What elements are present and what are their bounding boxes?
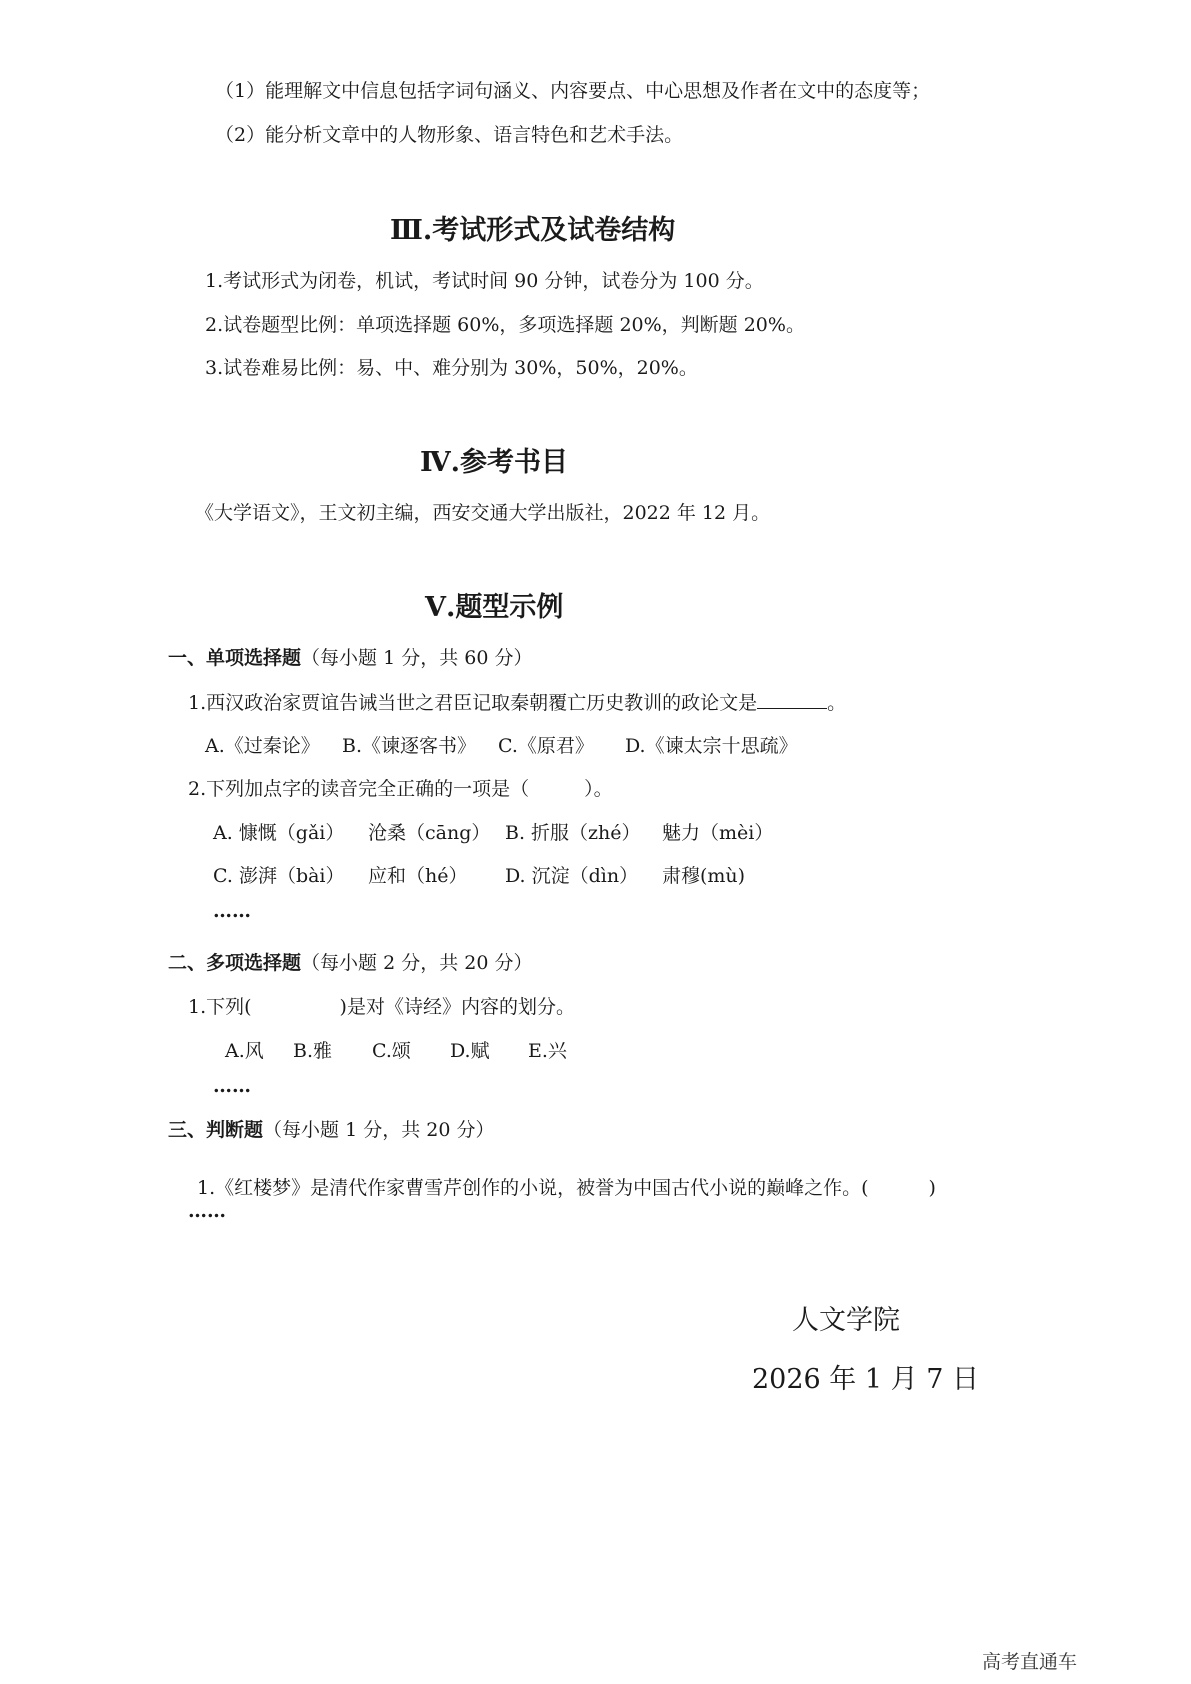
option-b: B.雅 bbox=[293, 1040, 333, 1062]
section-3-title: Ⅲ.考试形式及试卷结构 bbox=[390, 215, 676, 246]
part-3-prefix: 三、 bbox=[168, 1119, 207, 1141]
part-3-note: （每小题 1 分，共 20 分） bbox=[263, 1119, 495, 1141]
signature-date: 2026 年 1 月 7 日 bbox=[752, 1364, 979, 1395]
part-1-note: （每小题 1 分，共 60 分） bbox=[301, 647, 533, 669]
question-end: )是对《诗经》内容的划分。 bbox=[339, 996, 575, 1018]
part-2-question-1 bbox=[188, 992, 575, 1019]
option-row1-b: B. 折服（zhé） bbox=[505, 822, 641, 844]
option-c: C.《原君》 bbox=[498, 735, 594, 757]
part-3-label: 判断题 bbox=[206, 1119, 264, 1141]
question-text: 1.下列( bbox=[188, 996, 252, 1018]
part-2-heading bbox=[168, 948, 532, 975]
part-3-ellipsis: …… bbox=[188, 1200, 226, 1222]
section-3-item-2: 2.试卷题型比例：单项选择题 60%，多项选择题 20%，判断题 20%。 bbox=[205, 314, 805, 336]
part-1-question-2 bbox=[188, 774, 613, 801]
part-1-heading bbox=[168, 643, 532, 670]
part-1-question-1 bbox=[188, 688, 846, 715]
answer-blank bbox=[757, 690, 827, 709]
option-e: E.兴 bbox=[528, 1040, 567, 1062]
question-text: 1.《红楼梦》是清代作家曹雪芹创作的小说，被誉为中国古代小说的巅峰之作。( bbox=[197, 1177, 869, 1199]
option-d: D.《谏太宗十思疏》 bbox=[625, 735, 798, 757]
option-a: A.风 bbox=[225, 1040, 264, 1062]
part-2-note: （每小题 2 分，共 20 分） bbox=[301, 952, 533, 974]
part-1-label: 单项选择题 bbox=[206, 647, 302, 669]
objective-item-1: （1）能理解文中信息包括字词句涵义、内容要点、中心思想及作者在文中的态度等； bbox=[215, 80, 931, 102]
option-row1-b2: 魅力（mèi） bbox=[662, 822, 774, 844]
part-2-prefix: 二、 bbox=[168, 952, 207, 974]
signature-org: 人文学院 bbox=[792, 1305, 900, 1336]
option-d: D.赋 bbox=[450, 1040, 490, 1062]
question-text: 2.下列加点字的读音完全正确的一项是（ bbox=[188, 778, 530, 800]
part-1-prefix: 一、 bbox=[168, 647, 207, 669]
part-1-ellipsis: …… bbox=[213, 900, 251, 922]
option-row2-d: D. 沉淀（dìn） bbox=[505, 865, 639, 887]
part-3-question-1 bbox=[197, 1173, 936, 1200]
question-text: 1.西汉政治家贾谊告诫当世之君臣记取秦朝覆亡历史教训的政论文是 bbox=[188, 692, 758, 714]
section-4-title: Ⅳ.参考书目 bbox=[420, 447, 569, 478]
option-row2-c2: 应和（hé） bbox=[368, 865, 468, 887]
part-2-label: 多项选择题 bbox=[206, 952, 302, 974]
option-row2-d2: 肃穆(mù) bbox=[662, 865, 746, 887]
question-end: ）。 bbox=[584, 778, 613, 800]
option-row1-a2: 沧桑（cāng） bbox=[368, 822, 491, 844]
section-5-title: Ⅴ.题型示例 bbox=[425, 592, 564, 623]
option-a: A.《过秦论》 bbox=[205, 735, 320, 757]
option-c: C.颂 bbox=[372, 1040, 411, 1062]
section-3-item-3: 3.试卷难易比例：易、中、难分别为 30%，50%，20%。 bbox=[205, 357, 698, 379]
option-row2-c: C. 澎湃（bài） bbox=[213, 865, 345, 887]
question-end: 。 bbox=[827, 692, 847, 714]
watermark-text: 高考直通车 bbox=[982, 1651, 1078, 1673]
option-b: B.《谏逐客书》 bbox=[342, 735, 477, 757]
option-row1-a: A. 慷慨（gǎi） bbox=[213, 822, 345, 844]
reference-book: 《大学语文》，王文初主编，西安交通大学出版社，2022 年 12 月。 bbox=[195, 502, 771, 524]
objective-item-2: （2）能分析文章中的人物形象、语言特色和艺术手法。 bbox=[215, 124, 684, 146]
part-3-heading bbox=[168, 1115, 494, 1142]
section-3-item-1: 1.考试形式为闭卷，机试，考试时间 90 分钟，试卷分为 100 分。 bbox=[205, 270, 764, 292]
part-2-ellipsis: …… bbox=[213, 1075, 251, 1097]
question-end: ) bbox=[928, 1177, 936, 1199]
